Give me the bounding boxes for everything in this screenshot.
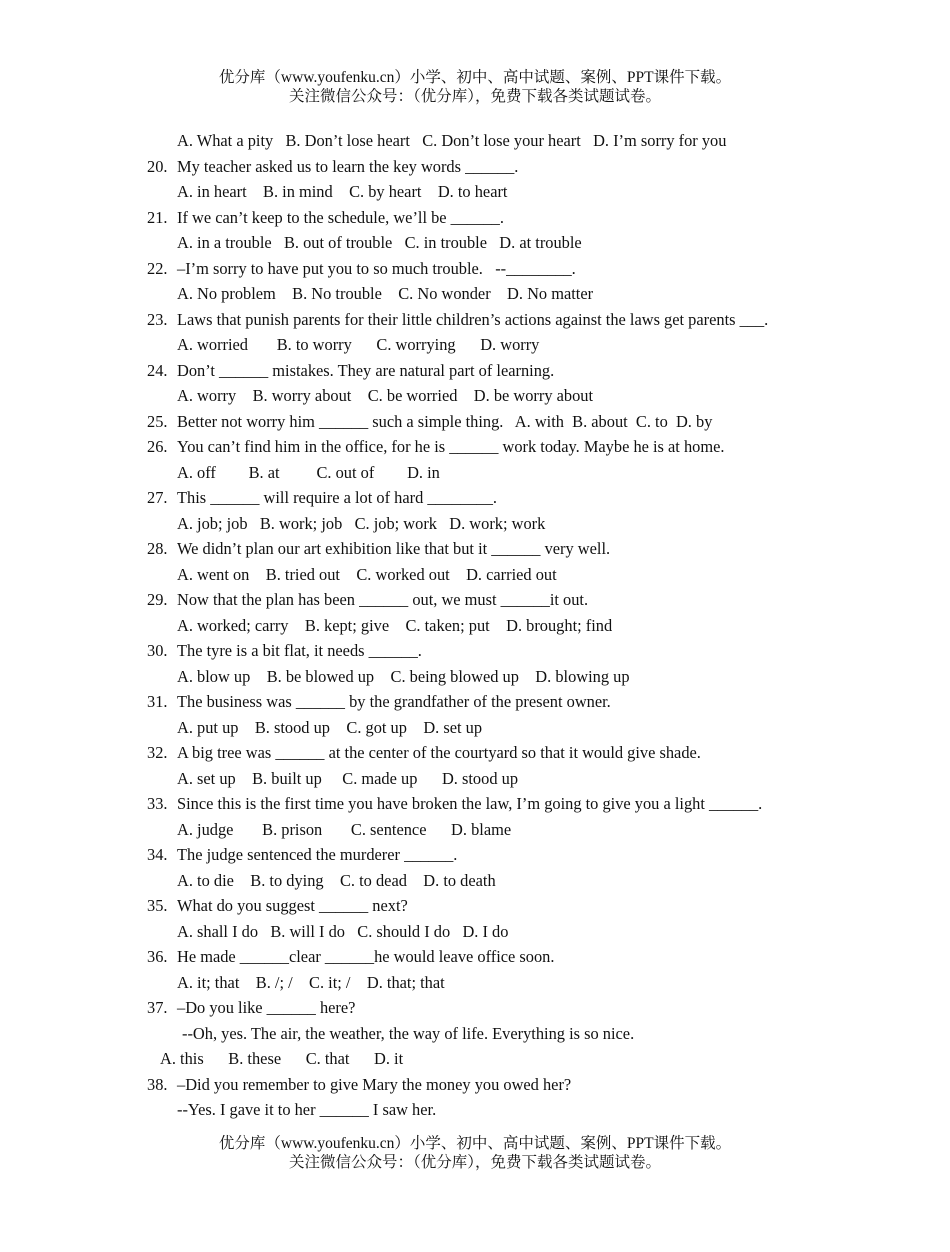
question-text: Better not worry him ______ such a simple thing. A. with B. about C. to D. by (177, 411, 713, 431)
question-line (0, 791, 950, 817)
option-text: A. to die B. to dying C. to dead D. to death (177, 870, 496, 890)
option-text: A. set up B. built up C. made up D. stood up (177, 768, 519, 788)
question-line (0, 307, 950, 333)
option-line (0, 664, 950, 690)
question-number: 31. (147, 692, 168, 711)
header-line-2: 关注微信公众号：（优分库），免费下载各类试题试卷。 (288, 88, 661, 105)
option-line (0, 281, 950, 307)
option-text: A. shall I do B. will I do C. should I do D. I do (177, 921, 509, 941)
option-line (0, 460, 950, 486)
option-text: A. it; that B. /; / C. it; / D. that; that (177, 972, 445, 992)
footer-line-1: 优分库（www.youfenku.cn）小学、初中、高中试题、案例、PPT课件下载。 (218, 1135, 732, 1152)
option-text: A. in heart B. in mind C. by heart D. to heart (177, 182, 508, 201)
question-number: 33. (147, 794, 168, 813)
option-line (0, 332, 950, 358)
question-line (0, 256, 950, 282)
option-text: A. this B. these C. that D. it (160, 1049, 404, 1068)
question-line (0, 1072, 950, 1098)
question-text: –Do you like ______ here? (177, 998, 356, 1017)
question-number: 32. (147, 743, 168, 762)
option-line (0, 1046, 950, 1072)
question-text: If we can’t keep to the schedule, we’ll be ______. (177, 207, 504, 227)
option-line (0, 919, 950, 945)
option-line (0, 817, 950, 843)
question-text: The business was ______ by the grandfather of the present owner. (177, 692, 611, 711)
question-line (0, 358, 950, 384)
option-line (0, 868, 950, 894)
question-number: 28. (147, 539, 168, 558)
question-number: 25. (147, 411, 168, 431)
option-text: --Oh, yes. The air, the weather, the way of life. Everything is so nice. (182, 1023, 635, 1043)
option-line (0, 1021, 950, 1047)
question-number: 36. (147, 947, 168, 966)
option-text: A. No problem B. No trouble C. No wonder D. No matter (177, 284, 594, 303)
question-number: 26. (147, 437, 168, 456)
question-line (0, 409, 950, 435)
question-number: 24. (147, 360, 168, 380)
page-footer (0, 1134, 950, 1172)
header-line-1: 优分库（www.youfenku.cn）小学、初中、高中试题、案例、PPT课件下载。 (218, 69, 732, 86)
question-text: My teacher asked us to learn the key words ______. (177, 156, 519, 176)
question-line (0, 587, 950, 613)
question-text: Laws that punish parents for their little children’s actions against the laws get parents ___. (177, 309, 769, 329)
question-text: This ______ will require a lot of hard ________. (177, 488, 498, 507)
page-header (0, 68, 950, 106)
question-number: 38. (147, 1074, 168, 1094)
option-line (0, 1097, 950, 1123)
question-line (0, 434, 950, 460)
option-text: A. What a pity B. Don’t lose heart C. Don’t lose your heart D. I’m sorry for you (177, 131, 727, 150)
question-line (0, 995, 950, 1021)
question-text: We didn’t plan our art exhibition like that but it ______ very well. (177, 539, 611, 558)
question-text: You can’t find him in the office, for he is ______ work today. Maybe he is at home. (177, 437, 725, 456)
option-line (0, 766, 950, 792)
question-number: 21. (147, 207, 168, 227)
question-line (0, 893, 950, 919)
question-line (0, 842, 950, 868)
option-text: A. off B. at C. out of D. in (177, 462, 440, 482)
question-number: 37. (147, 998, 168, 1017)
question-line (0, 740, 950, 766)
question-text: Since this is the first time you have broken the law, I’m going to give you a light ______. (177, 794, 763, 813)
option-line (0, 128, 950, 154)
option-line (0, 383, 950, 409)
question-line (0, 536, 950, 562)
question-text: –I’m sorry to have put you to so much trouble. --________. (177, 258, 576, 278)
question-list (0, 128, 950, 1123)
option-text: A. worry B. worry about C. be worried D. be worry about (177, 386, 594, 405)
option-line (0, 511, 950, 537)
option-text: A. job; job B. work; job C. job; work D. work; work (177, 513, 546, 533)
option-text: A. in a trouble B. out of trouble C. in trouble D. at trouble (177, 233, 582, 252)
option-line (0, 613, 950, 639)
question-text: The judge sentenced the murderer ______. (177, 845, 458, 864)
option-text: --Yes. I gave it to her ______ I saw her. (177, 1100, 437, 1119)
option-line (0, 970, 950, 996)
question-text: Now that the plan has been ______ out, we must ______it out. (177, 590, 589, 609)
option-text: A. judge B. prison C. sentence D. blame (177, 819, 512, 839)
question-line (0, 205, 950, 231)
question-line (0, 944, 950, 970)
question-text: Don’t ______ mistakes. They are natural part of learning. (177, 360, 555, 380)
option-text: A. worked; carry B. kept; give C. taken; put D. brought; find (177, 615, 613, 635)
question-number: 30. (147, 641, 168, 660)
question-text: What do you suggest ______ next? (177, 896, 408, 915)
option-line (0, 562, 950, 588)
question-line (0, 485, 950, 511)
question-text: A big tree was ______ at the center of the courtyard so that it would give shade. (177, 743, 701, 762)
option-line (0, 230, 950, 256)
question-number: 23. (147, 309, 168, 329)
option-line (0, 715, 950, 741)
option-text: A. worried B. to worry C. worrying D. worry (177, 335, 540, 354)
option-text: A. put up B. stood up C. got up D. set up (177, 717, 483, 737)
question-number: 27. (147, 488, 168, 507)
footer-line-2: 关注微信公众号：（优分库），免费下载各类试题试卷。 (288, 1154, 661, 1171)
question-text: –Did you remember to give Mary the money you owed her? (177, 1074, 572, 1094)
question-text: He made ______clear ______he would leave office soon. (177, 947, 555, 966)
question-number: 35. (147, 896, 168, 915)
question-number: 22. (147, 258, 168, 278)
question-number: 29. (147, 590, 168, 609)
question-number: 20. (147, 156, 168, 176)
option-line (0, 179, 950, 205)
option-text: A. went on B. tried out C. worked out D. carried out (177, 564, 557, 584)
question-text: The tyre is a bit flat, it needs ______. (177, 641, 422, 660)
question-line (0, 154, 950, 180)
option-text: A. blow up B. be blowed up C. being blowed up D. blowing up (177, 666, 630, 686)
question-number: 34. (147, 845, 168, 864)
question-line (0, 638, 950, 664)
question-line (0, 689, 950, 715)
